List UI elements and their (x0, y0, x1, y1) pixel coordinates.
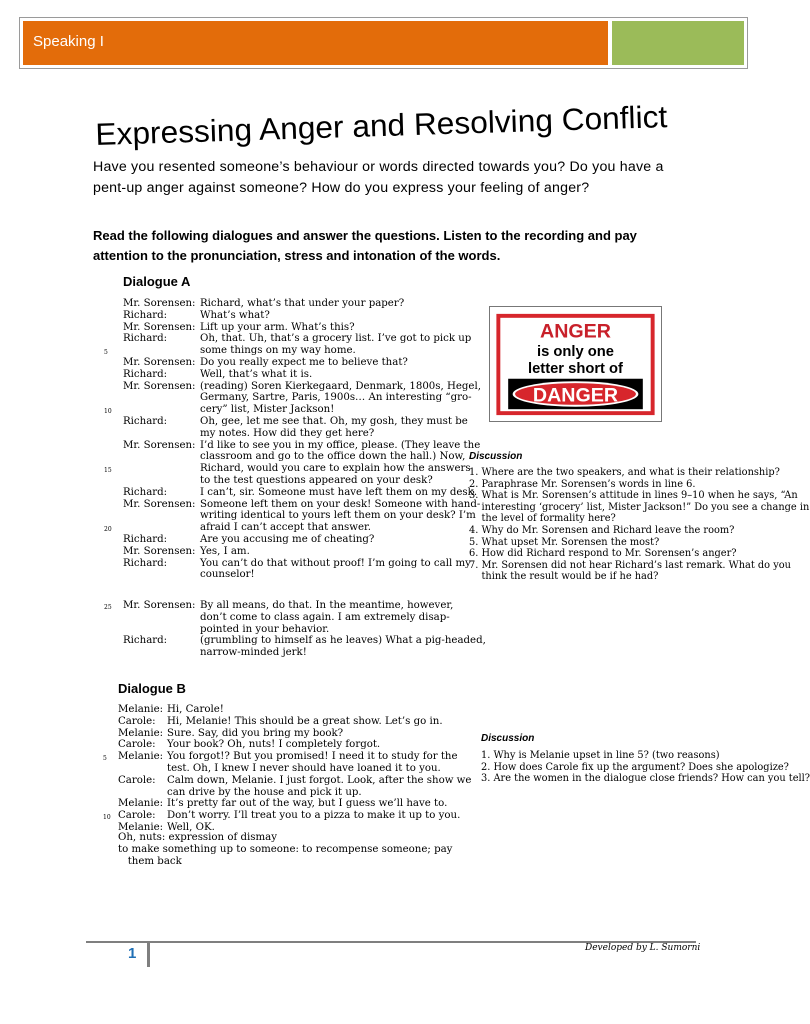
dialogue-line (103, 751, 458, 763)
dialogue-text: (grumbling to himself as he leaves) What a pig-headed, (200, 635, 486, 647)
dialogue-line (123, 369, 463, 381)
speaker-name: Richard: (123, 486, 168, 498)
speaker-name: Melanie: (118, 704, 164, 715)
dialogue-text: Richard, what’s that under your paper? (200, 298, 405, 309)
dialogue-line (123, 451, 466, 463)
discussion-question: 1. Why is Melanie upset in line 5? (two reasons) (481, 750, 720, 761)
dialogue-line (118, 774, 472, 787)
dialogue-line (123, 534, 463, 546)
speaker-name: Carole: (118, 739, 156, 751)
discussion-question: 1. Where are the two speakers, and what is their relationship? (469, 467, 780, 478)
dialogue-line (104, 463, 471, 475)
sign-line-2: is only one (537, 344, 614, 361)
dialogue-text: afraid I can’t accept that answer. (200, 522, 372, 534)
dialogue-text: You forgot!? But you promised! I need it to study for the (167, 751, 458, 763)
speaker-name: Melanie: (118, 821, 164, 833)
dialogue-text: Germany, Sartre, Paris, 1900s… An interesting “gro- (200, 392, 472, 404)
dialogue-text: Hi, Melanie! This should be a great show. Let’s go in. (167, 715, 443, 727)
speaker-name: Mr. Sorensen: (123, 356, 196, 368)
discussion-a-title: Discussion (469, 451, 523, 462)
dialogue-line (123, 333, 472, 345)
dialogue-text: Yes, I am. (200, 545, 250, 557)
speaker-name: Richard: (123, 333, 168, 345)
anger-sign-image (489, 306, 662, 422)
dialogue-text: classroom and go to the office down the hall.) Now, (200, 451, 466, 463)
dialogue-text: What’s what? (200, 309, 270, 321)
header-orange-bar (23, 21, 608, 65)
dialogue-line (123, 475, 463, 487)
dialogue-text: Your book? Oh, nuts! I completely forgot. (167, 739, 381, 751)
speaker-name: Richard: (123, 557, 168, 569)
dialogue-line (123, 647, 463, 659)
dialogue-text: Calm down, Melanie. I just forgot. Look, after the show we (167, 774, 472, 786)
discussion-question: 5. What upset Mr. Sorensen the most? (469, 536, 660, 548)
dialogue-line (123, 557, 471, 570)
line-number: 5 (104, 349, 108, 357)
dialogue-a-continued (104, 600, 486, 659)
dialogue-line (123, 486, 478, 499)
dialogue-line (123, 510, 476, 522)
dialogue-line (123, 546, 463, 558)
dialogue-text: my notes. How did they get here? (200, 427, 375, 439)
speaker-name: Mr. Sorensen: (123, 600, 196, 611)
dialogue-text: Well, OK. (167, 821, 215, 833)
line-number: 10 (103, 814, 111, 822)
dialogue-line (103, 810, 461, 822)
speaker-name: Richard: (123, 635, 168, 647)
dialogue-line (123, 569, 463, 581)
instructions-paragraph: Read the following dialogues and answer the questions. Listen to the recording and pay attention to the pronunciation, stress and intonation of the words. (93, 228, 637, 263)
speaker-name: Mr. Sorensen: (123, 545, 196, 557)
dialogue-line (104, 345, 463, 357)
dialogue-line (123, 380, 481, 393)
sign-line-3: letter short of (528, 360, 623, 377)
dialogue-text: You can’t do that without proof! I’m going to call my (200, 557, 471, 569)
page-title-text: Expressing Anger and Resolving Conflict (94, 99, 656, 153)
dialogue-text: Sure. Say, did you bring my book? (167, 727, 344, 739)
dialogue-text: can drive by the house and pick it up. (167, 786, 362, 798)
speaker-name: Mr. Sorensen: (123, 380, 196, 392)
discussion-question: think the result would be if he had? (469, 571, 659, 583)
sign-anger-word: ANGER (540, 320, 611, 343)
header-green-block (612, 21, 744, 65)
dialogue-b-glossary (118, 832, 458, 867)
intro-paragraph: Have you resented someone’s behaviour or words directed towards you? Do you have a pent-up anger against someone? How do you express your feeling of anger? (93, 159, 664, 196)
dialogue-text: pointed in your behavior. (200, 623, 330, 635)
line-number: 5 (103, 755, 107, 763)
speaker-name: Richard: (123, 368, 168, 380)
dialogue-line (118, 739, 458, 751)
dialogue-line (118, 716, 458, 728)
speaker-name: Richard: (123, 415, 168, 427)
dialogue-text: Hi, Carole! (167, 704, 224, 715)
dialogue-text: Don’t worry. I’ll treat you to a pizza to make it up to you. (167, 810, 461, 822)
dialogue-line (118, 728, 458, 740)
dialogue-text: I’d like to see you in my office, please. (They leave the (200, 439, 481, 451)
discussion-b-title: Discussion (481, 733, 535, 744)
dialogue-text: don’t come to class again. I am extremely disap- (200, 611, 450, 623)
dialogue-a-title: Dialogue A (123, 274, 191, 289)
discussion-a-questions (469, 467, 810, 583)
dialogue-text: Richard, would you care to explain how the answers (200, 463, 471, 475)
footer-divider (147, 943, 150, 967)
section-title: Speaking I (33, 33, 104, 50)
dialogue-line (123, 357, 463, 369)
dialogue-text: Well, that’s what it is. (200, 368, 313, 380)
discussion-question: 2. How does Carole fix up the argument? Does she apologize? (481, 761, 789, 773)
developer-credit: Developed by L. Sumorni (585, 943, 701, 953)
dialogue-line (123, 415, 468, 428)
dialogue-text: Oh, that. Uh, that’s a grocery list. I’ve got to pick up (200, 333, 472, 345)
page-title (93, 86, 673, 153)
line-number: 20 (104, 526, 112, 534)
dialogue-b (103, 704, 472, 834)
discussion-question: 2. Paraphrase Mr. Sorensen’s words in line 6. (469, 478, 696, 490)
glossary-entry: them back (118, 855, 182, 867)
dialogue-line (123, 392, 472, 404)
discussion-question: 7. Mr. Sorensen did not hear Richard’s last remark. What do you (469, 559, 791, 571)
dialogue-text: Lift up your arm. What’s this? (200, 321, 355, 333)
speaker-name: Melanie: (118, 751, 164, 763)
sign-danger-word: DANGER (532, 384, 619, 407)
speaker-name: Melanie: (118, 727, 164, 739)
dialogue-text: test. Oh, I knew I never should have loaned it to you. (167, 762, 441, 774)
dialogue-text: counselor! (200, 569, 255, 581)
page-number: 1 (128, 945, 137, 962)
dialogue-line (123, 624, 463, 636)
dialogue-text: It’s pretty far out of the way, but I guess we’ll have to. (167, 798, 448, 810)
dialogue-line (104, 522, 463, 534)
dialogue-text: (reading) Soren Kierkegaard, Denmark, 1800s, Hegel, (200, 380, 481, 392)
speaker-name: Mr. Sorensen: (123, 321, 196, 333)
dialogue-text: writing identical to yours left them on your desk? I’m (200, 510, 476, 522)
speaker-name: Richard: (123, 309, 168, 321)
speaker-name: Carole: (118, 715, 156, 727)
discussion-b-questions (481, 750, 810, 785)
dialogue-text: some things on my way home. (200, 345, 356, 357)
discussion-question: 3. What is Mr. Sorensen’s attitude in lines 9–10 when he says, “An (469, 490, 798, 502)
dialogue-text: cery” list, Mister Jackson! (200, 404, 335, 416)
speaker-name: Mr. Sorensen: (123, 498, 196, 510)
dialogue-text: Oh, gee, let me see that. Oh, my gosh, they must be (200, 415, 468, 427)
dialogue-text: I can’t, sir. Someone must have left them on my desk. (200, 486, 478, 498)
speaker-name: Mr. Sorensen: (123, 439, 196, 451)
dialogue-text: Do you really expect me to believe that? (200, 356, 408, 368)
dialogue-text: narrow-minded jerk! (200, 647, 307, 659)
dialogue-line (123, 439, 481, 452)
dialogue-text: By all means, do that. In the meantime, however, (200, 600, 454, 611)
dialogue-a (104, 298, 481, 581)
dialogue-line (123, 635, 486, 647)
dialogue-text: to the test questions appeared on your desk? (200, 474, 433, 486)
dialogue-line (123, 498, 481, 511)
dialogue-text: Someone left them on your desk! Someone with hand- (200, 498, 481, 510)
dialogue-line (123, 298, 463, 310)
dialogue-b-title: Dialogue B (118, 681, 186, 696)
dialogue-line (104, 600, 463, 612)
dialogue-line (123, 612, 463, 624)
dialogue-line (118, 798, 458, 810)
discussion-question: 4. Why do Mr. Sorensen and Richard leave the room? (469, 524, 735, 536)
dialogue-line (123, 428, 463, 440)
glossary-entry: Oh, nuts: expression of dismay (118, 832, 277, 843)
dialogue-line (118, 787, 458, 799)
dialogue-line (104, 404, 463, 416)
speaker-name: Richard: (123, 533, 168, 545)
line-number: 15 (104, 467, 112, 475)
dialogue-line (118, 704, 458, 716)
dialogue-line (118, 763, 458, 775)
speaker-name: Carole: (118, 810, 156, 822)
glossary-entry: to make something up to someone: to recompense someone; pay (118, 843, 453, 855)
discussion-question: the level of formality here? (469, 513, 616, 525)
speaker-name: Carole: (118, 774, 156, 786)
dialogue-text: Are you accusing me of cheating? (200, 533, 375, 545)
discussion-question: 6. How did Richard respond to Mr. Sorensen’s anger? (469, 548, 737, 560)
speaker-name: Melanie: (118, 798, 164, 810)
speaker-name: Mr. Sorensen: (123, 298, 196, 309)
discussion-question: interesting ‘grocery’ list, Mister Jackson!” Do you see a change in (469, 501, 810, 513)
dialogue-line (123, 310, 463, 322)
line-number: 10 (104, 408, 112, 416)
dialogue-line (123, 322, 463, 334)
discussion-question: 3. Are the women in the dialogue close friends? How can you tell? (481, 773, 810, 785)
line-number: 25 (104, 604, 112, 611)
